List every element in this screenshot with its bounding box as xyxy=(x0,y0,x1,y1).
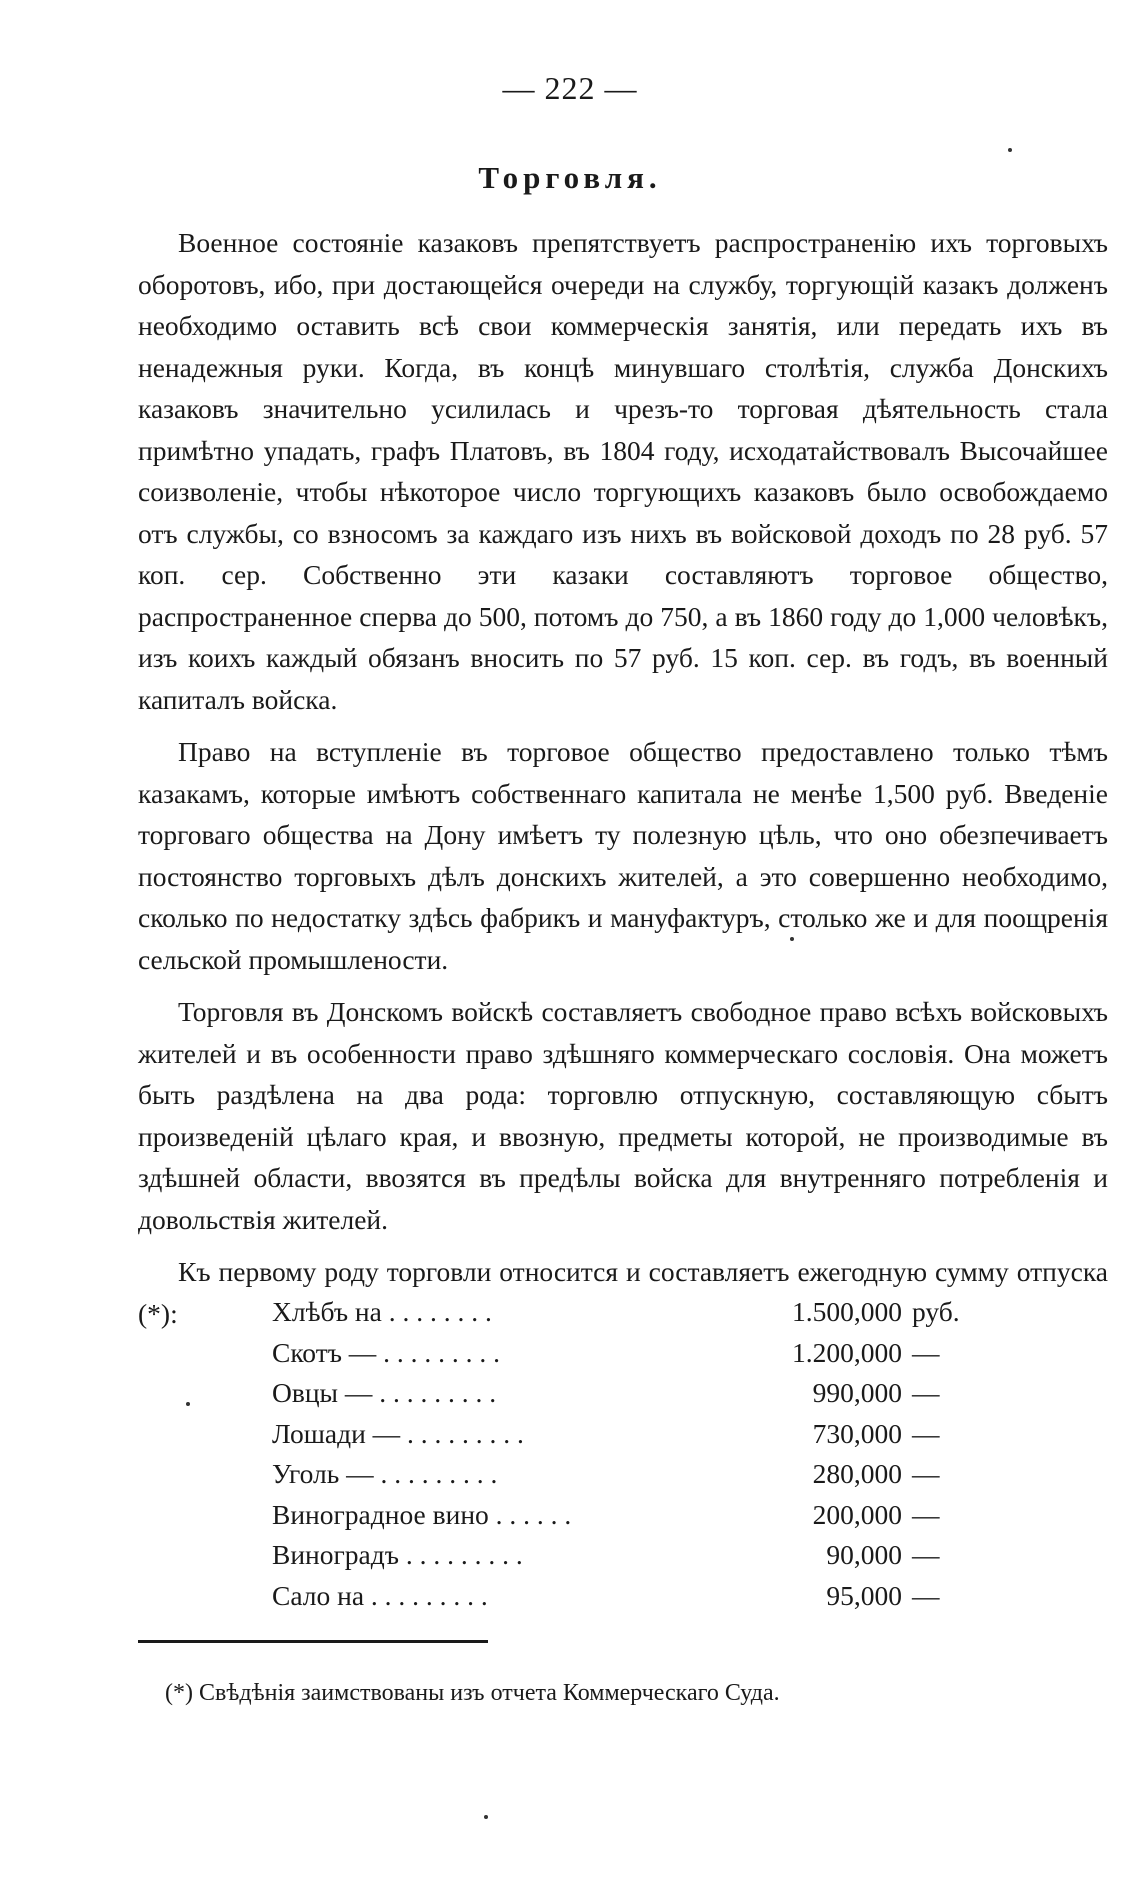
goods-amount: 1.500,000 xyxy=(792,1296,902,1327)
goods-unit: — xyxy=(912,1498,940,1530)
goods-name: Виноградное вино . . . . . . xyxy=(272,1498,572,1530)
goods-unit: — xyxy=(912,1539,940,1570)
goods-row xyxy=(272,1292,972,1333)
goods-name: Скотъ — . . . . . . . . . xyxy=(272,1336,501,1368)
goods-unit: — xyxy=(912,1377,940,1408)
goods-row xyxy=(272,1454,972,1495)
body-text xyxy=(138,222,1108,1345)
paragraph: Къ первому роду торговли относится и составляетъ ежегодную сумму отпуска (*): xyxy=(138,1256,1108,1329)
goods-amount: 200,000 xyxy=(812,1498,902,1530)
paragraph: Торговля въ Донскомъ войскѣ составляетъ свободное право всѣхъ войсковыхъ жителей и въ особенности право здѣшняго коммерческаго сословія. Она можетъ быть раздѣлена на два рода: торговлю отпускную, составляющую сбытъ произведеній цѣлаго края, и ввозную, предметы которой, не производимые въ здѣшней области, ввозятся въ предѣлы войска для внутренняго потребленія и довольствія жителей. xyxy=(138,996,1108,1235)
goods-row xyxy=(272,1535,972,1576)
paragraph: Военное состояніе казаковъ препятствуетъ распространенію ихъ торговыхъ оборотовъ, ибо, при достающейся очереди на службу, торгующій казакъ долженъ необходимо оставить всѣ свои коммерческія занятія, или передать ихъ въ ненадежныя руки. Когда, въ концѣ минувшаго столѣтія, служба Донскихъ казаковъ значительно усилилась и чрезъ-то торговая дѣятельность стала примѣтно упадать, графъ Платовъ, въ 1804 году, исходатайствовалъ Высочайшее соизволеніе, чтобы нѣкоторое число торгующихъ казаковъ было освобождаемо отъ службы, со взносомъ за каждаго изъ нихъ въ войсковой доходъ по 28 руб. 57 коп. сер. Собственно эти казаки составляютъ торговое общество, распространенное сперва до 500, потомъ до 750, а въ 1860 году до 1,000 человѣкъ, изъ коихъ каждый обязанъ вносить по 57 руб. 15 коп. сер. въ годъ, въ военный капиталъ войска. xyxy=(138,227,1108,715)
goods-amount: 90,000 xyxy=(826,1539,902,1570)
print-speck xyxy=(790,937,794,941)
goods-row xyxy=(272,1373,972,1414)
goods-amount: 990,000 xyxy=(812,1377,902,1408)
goods-amount: 1.200,000 xyxy=(792,1336,902,1368)
print-speck xyxy=(484,1815,488,1819)
goods-row xyxy=(272,1495,972,1536)
goods-name: Лошади — . . . . . . . . . xyxy=(272,1417,524,1449)
goods-unit: — xyxy=(912,1336,940,1368)
page-number: — 222 — xyxy=(502,70,638,106)
goods-row xyxy=(272,1576,972,1617)
goods-unit: руб. xyxy=(912,1296,960,1327)
goods-name: Сало на . . . . . . . . . xyxy=(272,1579,488,1611)
print-speck xyxy=(186,1402,190,1406)
goods-name: Хлѣбъ на . . . . . . . . xyxy=(272,1296,492,1327)
footnote: (*) Свѣдѣнія заимствованы изъ отчета Коммерческаго Суда. xyxy=(165,1680,780,1706)
paragraph: Право на вступленіе въ торговое общество предоставлено только тѣмъ казакамъ, которые имѣютъ собственнаго капитала не менѣе 1,500 руб. Введеніе торговаго общества на Дону имѣетъ ту полезную цѣль, что оно обезпечиваетъ постоянство торговыхъ дѣлъ донскихъ жителей, а это совершенно необходимо, сколько по недостатку здѣсь фабрикъ и мануфактуръ, столько же и для поощренія сельской промышлености. xyxy=(138,736,1108,975)
goods-name: Виноградъ . . . . . . . . . xyxy=(272,1539,523,1570)
print-speck xyxy=(1008,148,1012,152)
goods-amount: 280,000 xyxy=(812,1458,902,1489)
export-goods-table xyxy=(272,1292,972,1616)
section-heading: Торговля. xyxy=(478,160,662,195)
goods-amount: 95,000 xyxy=(826,1579,902,1611)
goods-amount: 730,000 xyxy=(812,1417,902,1449)
footnote-divider xyxy=(138,1640,488,1643)
goods-name: Овцы — . . . . . . . . . xyxy=(272,1377,497,1408)
goods-unit: — xyxy=(912,1579,940,1611)
goods-unit: — xyxy=(912,1417,940,1449)
goods-row xyxy=(272,1414,972,1455)
goods-unit: — xyxy=(912,1458,940,1489)
goods-row xyxy=(272,1333,972,1374)
goods-name: Уголь — . . . . . . . . . xyxy=(272,1458,498,1489)
